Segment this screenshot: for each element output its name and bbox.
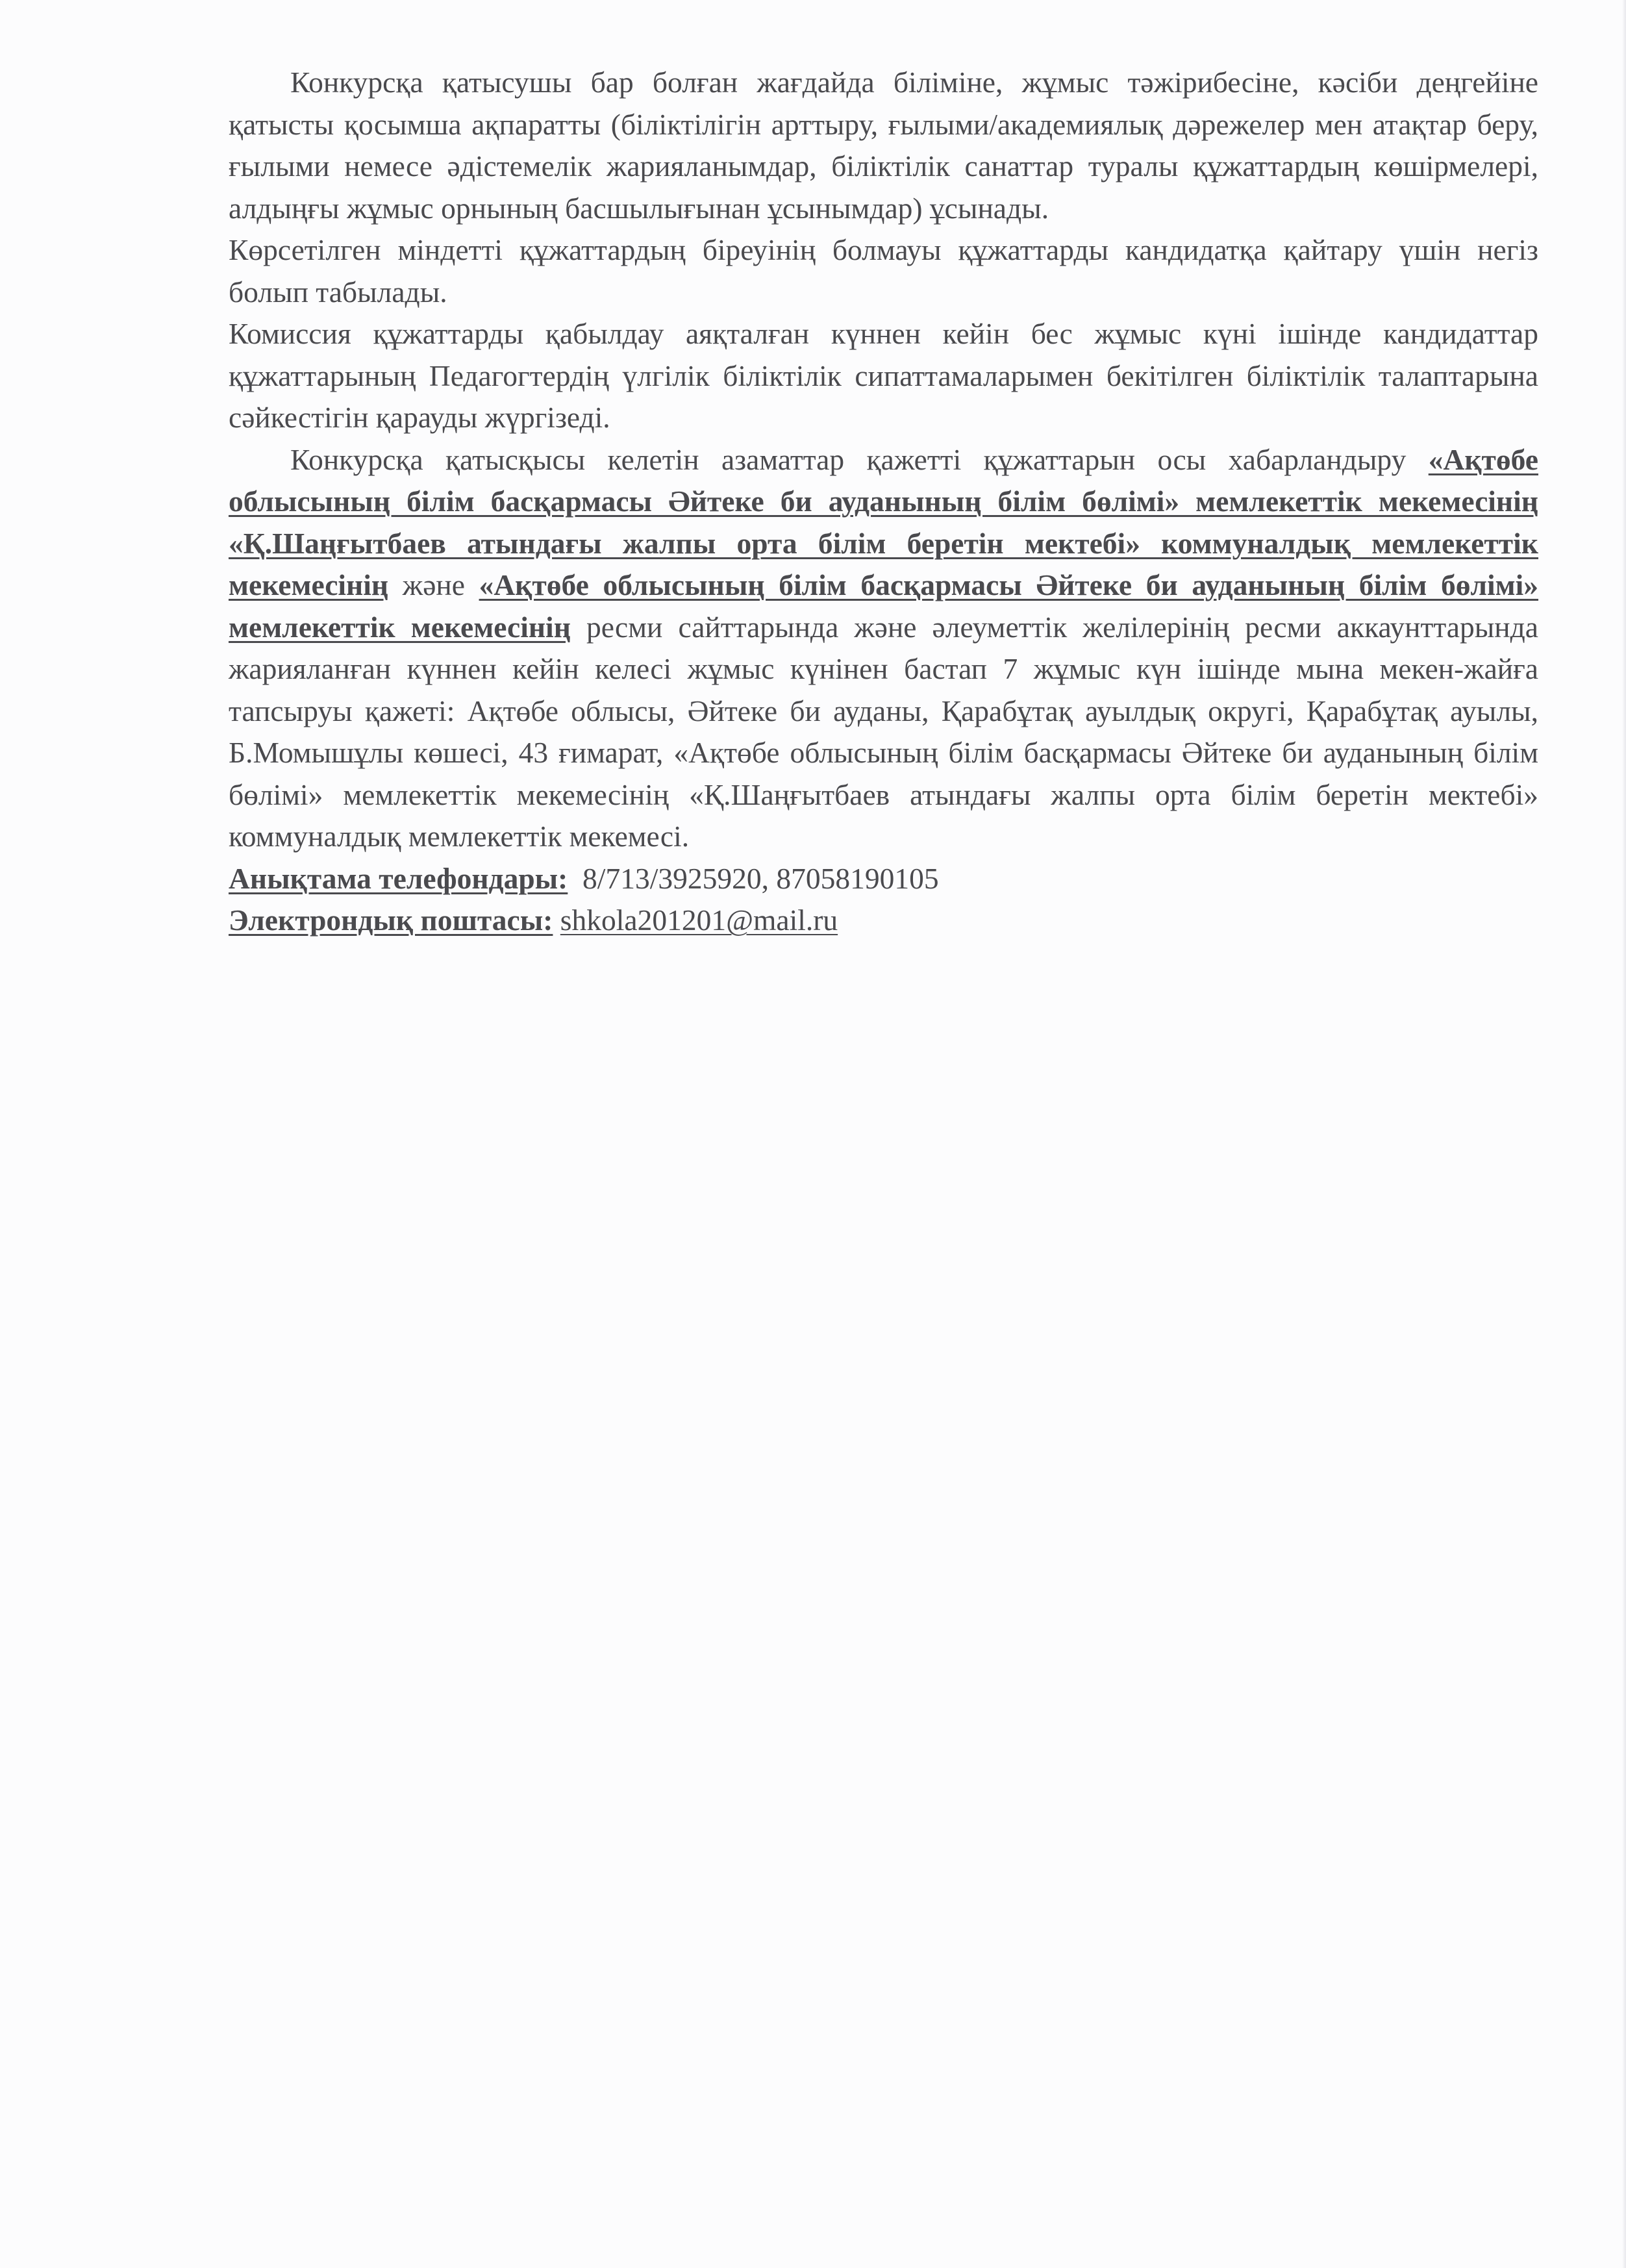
submission-intro: Конкурсқа қатысқысы келетін азаматтар қажетті құжаттарын осы хабарландыру <box>290 442 1429 476</box>
submission-address-text: ресми сайттарында және әлеуметтік желілерінің ресми аккаунттарында жарияланған күннен кейін келесі жұмыс күнінен бастап 7 жұмыс күн ішінде мына мекен-жайға тапсыруы қажеті: Ақтөбе облысы, Әйтеке би ауданы, Қарабұтақ ауылдық округі, Қарабұтақ ауылы, Б.Момышұлы көшесі, 43 ғимарат, «Ақтөбе облысының білім басқармасы Әйтеке би ауданының білім бөлімі» мемлекеттік мекемесінің «Қ.Шаңғытбаев атындағы жалпы орта білім беретін мектебі» коммуналдық мемлекеттік мекемесі. <box>229 610 1539 853</box>
scan-edge-shadow <box>1622 0 1626 2268</box>
education-department-name: «Ақтөбе облысының білім басқармасы Әйтеке би ауданының білім бөлімі» мемлекеттік мекемесінің <box>229 568 1538 644</box>
email-label: Электрондық поштасы: <box>229 903 553 937</box>
paragraph-missing-documents: Көрсетілген міндетті құжаттардың біреуінің болмауы құжаттарды кандидатқа қайтару үшін негіз болып табылады. <box>229 233 1538 309</box>
email-link[interactable]: shkola201201@mail.ru <box>560 903 838 937</box>
school-organization-name: «Ақтөбе облысының білім басқармасы Әйтеке би ауданының білім бөлімі» мемлекеттік мекемесінің «Қ.Шаңғытбаев атындағы жалпы орта білім беретін мектебі» коммуналдық мемлекеттік мекемесінің <box>229 442 1538 601</box>
email-line <box>229 900 1538 942</box>
phones-line <box>229 858 1538 900</box>
paragraph-submission <box>229 439 1538 858</box>
paragraph-additional-info: Конкурсқа қатысушы бар болған жағдайда біліміне, жұмыс тәжірибесіне, кәсіби деңгейіне қатысты қосымша ақпаратты (біліктілігін арттыру, ғылыми/академиялық дәрежелер мен атақтар беру, ғылыми немесе әдістемелік жарияланымдар, біліктілік санаттар туралы құжаттардың көшірмелері, алдыңғы жұмыс орнының басшылығынан ұсынымдар) ұсынады. <box>229 66 1538 225</box>
phones-value: 8/713/3925920, 87058190105 <box>582 861 939 895</box>
paragraph-commission-review: Комиссия құжаттарды қабылдау аяқталған күннен кейін бес жұмыс күні ішінде кандидаттар құжаттарының Педагогтердің үлгілік біліктілік сипаттамаларымен бекітілген біліктілік талаптарына сәйкестігін қарауды жүргізеді. <box>229 317 1538 434</box>
document-body <box>229 62 1538 942</box>
phones-label: Анықтама телефондары: <box>229 861 568 895</box>
submission-conjunction: және <box>388 568 479 601</box>
